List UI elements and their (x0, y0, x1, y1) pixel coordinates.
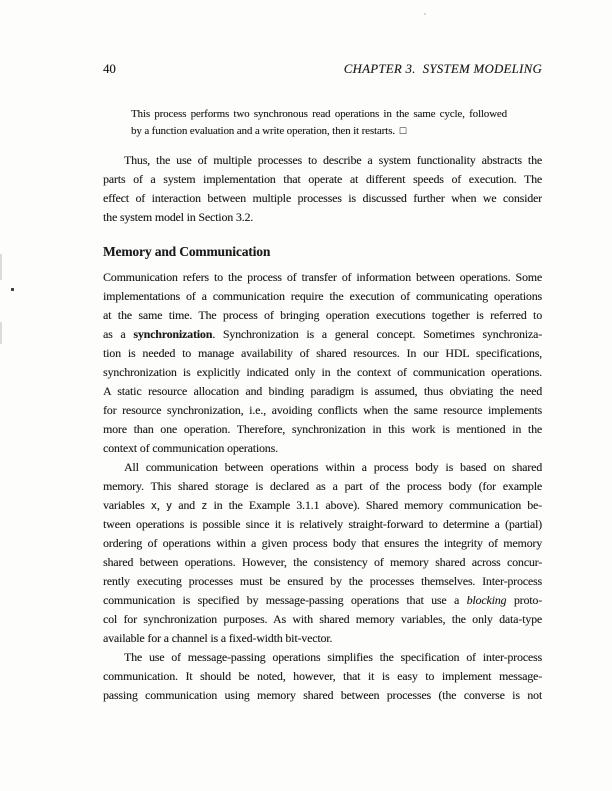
text-line: communication. It should be noted, however, that it is easy to implement message- (103, 669, 542, 683)
text-line: available for a channel is a fixed-width bit-vector. (103, 631, 333, 645)
scan-speck (11, 288, 14, 291)
text-line: tion is needed to manage availability of shared resources. In our HDL specifications, (103, 346, 542, 360)
text-line: more than one operation. Therefore, synchronization in this work is mentioned in the (103, 422, 542, 436)
scan-edge-artifact (0, 254, 2, 280)
end-of-example-square: □ (398, 126, 407, 136)
text-line: All communication between operations within a process body is based on shared (124, 460, 542, 474)
text-line: Thus, the use of multiple processes to describe a system functionality abstracts the (124, 153, 542, 167)
text-line: effect of interaction between multiple processes is discussed further when we consider (103, 191, 542, 205)
section-heading: Memory and Communication (103, 244, 271, 259)
text-line: shared between operations. However, the consistency of memory shared across concur- (103, 555, 542, 569)
text-line: tween operations is possible since it is relatively straight-forward to determine a (partial) (103, 517, 542, 531)
text-line: This process performs two synchronous read operations in the same cycle, followed (131, 107, 507, 120)
styled-text: blocking (466, 593, 507, 607)
text-line: Communication refers to the process of transfer of information between operations. Some (103, 270, 542, 284)
styled-text: x (150, 501, 157, 512)
styled-text: synchronization (133, 327, 213, 341)
text-line: implementations of a communication require the execution of communicating operations (103, 289, 542, 303)
example-block (131, 106, 507, 141)
styled-text: y (165, 501, 173, 512)
chapter-header: CHAPTER 3. SYSTEM MODELING (343, 62, 542, 76)
styled-text: z (201, 501, 208, 512)
paragraph (103, 458, 542, 648)
text-line: rently executing processes must be ensured by the processes themselves. Inter-process (103, 574, 542, 588)
text-line: parts of a system implementation that operate at different speeds of execution. The (103, 172, 542, 186)
text-line: A static resource allocation and binding paradigm is assumed, thus obviating the need (103, 384, 542, 398)
text-line: memory. This shared storage is declared as a part of the process body (for example (103, 479, 542, 493)
text-line: col for synchronization purposes. As with shared memory variables, the only data-type (103, 612, 542, 626)
scan-speck (424, 13, 426, 15)
page-body (103, 106, 542, 706)
text-line: context of communication operations. (103, 441, 278, 455)
text-line: for resource synchronization, i.e., avoiding conflicts when the same resource implements (103, 403, 542, 417)
text-line: variables x, y and z in the Example 3.1.1 above). Shared memory communication be- (103, 498, 542, 512)
paragraph (103, 268, 542, 458)
paragraph (103, 151, 542, 227)
text-line: at the same time. The process of bringing operation executions together is referred to (103, 308, 542, 322)
running-header (103, 62, 542, 77)
text-line: by a function evaluation and a write operation, then it restarts. □ (131, 125, 407, 137)
paragraph (103, 648, 542, 705)
text-line: The use of message-passing operations simplifies the specification of inter-process (124, 650, 542, 664)
text-line: ordering of operations within a given process body that ensures the integrity of memory (103, 536, 542, 550)
text-line: passing communication using memory shared between processes (the converse is not (103, 688, 542, 702)
page-number: 40 (103, 62, 116, 76)
text-line: as a synchronization. Synchronization is a general concept. Sometimes synchroniza- (103, 327, 542, 341)
scan-edge-artifact (0, 322, 2, 344)
text-line: synchronization is explicitly indicated only in the context of communication operations. (103, 365, 542, 379)
text-line: communication is specified by message-passing operations that use a blocking proto- (103, 593, 542, 607)
text-line: the system model in Section 3.2. (103, 210, 254, 224)
